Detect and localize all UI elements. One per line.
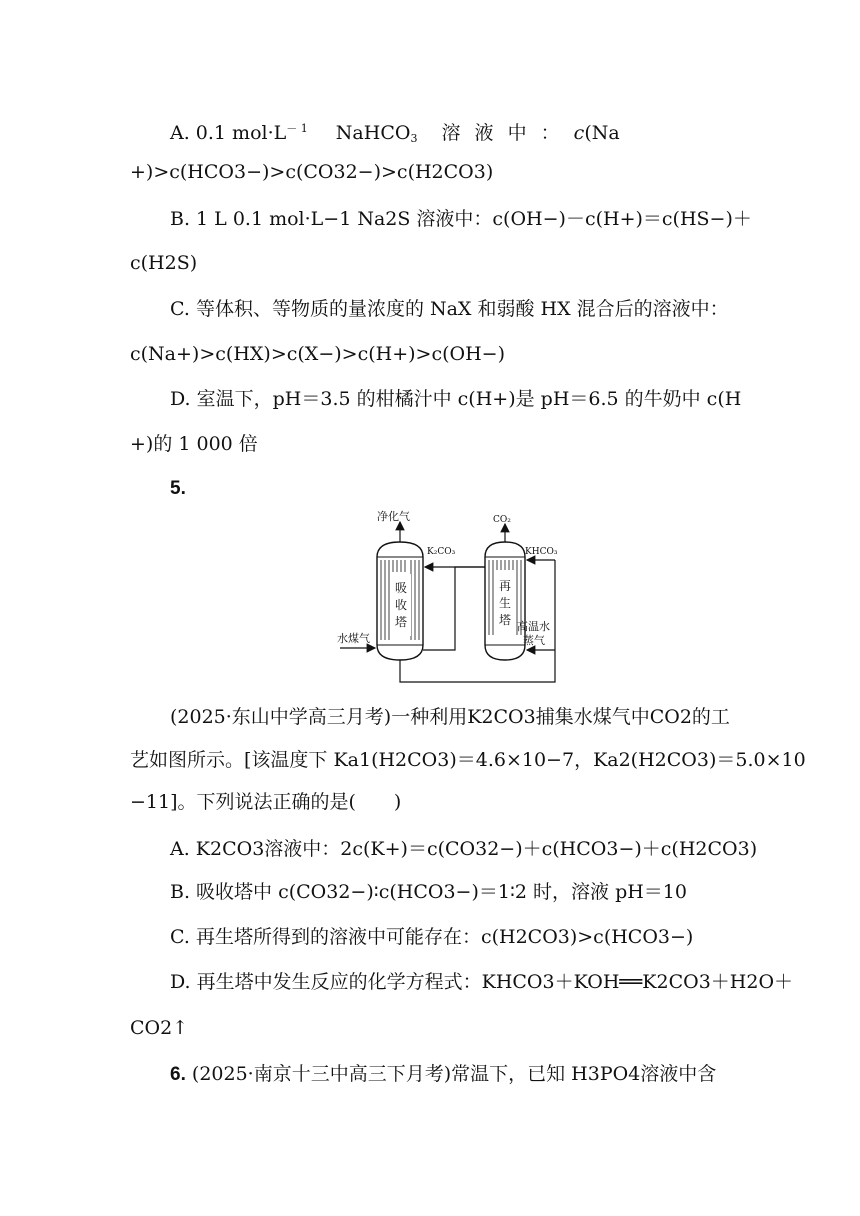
q5-stem-line3: −11]。下列说法正确的是( ): [130, 791, 402, 813]
q5-number: 5.: [170, 478, 186, 499]
q4-option-a-tail: 溶 液 中 ：: [441, 122, 574, 144]
q5-option-b: B. 吸收塔中 c(CO32−)∶c(HCO3−)＝1∶2 时，溶液 pH＝10: [170, 881, 687, 903]
q6-stem-text: (2025·南京十三中高三下月考)常温下，已知 H3PO4溶液中含: [191, 1063, 717, 1085]
q5-option-d-line2: CO2↑: [130, 1017, 189, 1039]
regenerator-label-2: 生: [499, 596, 512, 610]
q4-option-d-line2: +)的 1 000 倍: [130, 433, 258, 455]
k2co3-label: K₂CO₃: [427, 547, 456, 557]
q4-option-a-formula: NaHCO: [335, 122, 411, 144]
absorber-label-3: 塔: [395, 615, 408, 629]
q4-option-b-line2: c(H2S): [130, 252, 198, 274]
q5-stem-line1: (2025·东山中学高三月考)一种利用K2CO3捕集水煤气中CO2的工: [170, 706, 730, 728]
steam-label-2: 蒸气: [523, 634, 545, 647]
purified-gas-label: 净化气: [377, 510, 410, 523]
q5-stem-line2: 艺如图所示。[该温度下 Ka1(H2CO3)＝4.6×10−7，Ka2(H2CO3)＝5.0×10: [130, 749, 806, 771]
q5-option-d-line1: D. 再生塔中发生反应的化学方程式：KHCO3＋KOH══K2CO3＋H2O＋: [170, 971, 794, 993]
q5-option-c: C. 再生塔所得到的溶液中可能存在：c(H2CO3)>c(HCO3−): [170, 926, 694, 948]
water-gas-label: 水煤气: [337, 632, 370, 645]
q4-option-a-line1: A. 0.1 $mol\cdot L^{- 1}$ NaHCO$_3$ 溶 液 中 ： c(Na: [170, 122, 620, 145]
q6-stem-line1: [170, 1062, 860, 1087]
q4-option-a-end: (Na: [584, 122, 620, 144]
regenerator-label-1: 再: [499, 579, 512, 593]
q4-option-a-exponent: － 1: [286, 122, 308, 135]
q4-option-a-c: c: [573, 122, 585, 144]
q4-option-b-line1: B. 1 L 0.1 mol·L−1 Na2S 溶液中：c(OH−)－c(H+)＝c(HS−)＋: [170, 208, 752, 230]
absorber-label-2: 收: [395, 598, 408, 612]
steam-label-1: 高温水: [517, 620, 550, 633]
regenerator-label-3: 塔: [499, 613, 512, 627]
co2-label: CO₂: [493, 515, 511, 525]
q4-option-d-line1: D. 室温下，pH＝3.5 的柑橘汁中 c(H+)是 pH＝6.5 的牛奶中 c(H: [170, 388, 742, 410]
q4-option-a-line2: +)>c(HCO3−)>c(CO32−)>c(H2CO3): [130, 161, 494, 183]
khco3-label: KHCO₃: [525, 547, 558, 557]
process-flow-diagram: [335, 510, 565, 688]
q5-option-a: A. K2CO3溶液中：2c(K+)＝c(CO32−)＋c(HCO3−)＋c(H2CO3): [170, 838, 758, 860]
q4-option-c-line1: C. 等体积、等物质的量浓度的 NaX 和弱酸 HX 混合后的溶液中：: [170, 298, 729, 320]
q6-number: 6.: [170, 1064, 186, 1085]
absorber-label-1: 吸: [395, 581, 408, 595]
q4-option-c-line2: c(Na+)>c(HX)>c(X−)>c(H+)>c(OH−): [130, 343, 505, 365]
q4-option-a-lead: A. 0.1 mol·L: [170, 122, 287, 144]
